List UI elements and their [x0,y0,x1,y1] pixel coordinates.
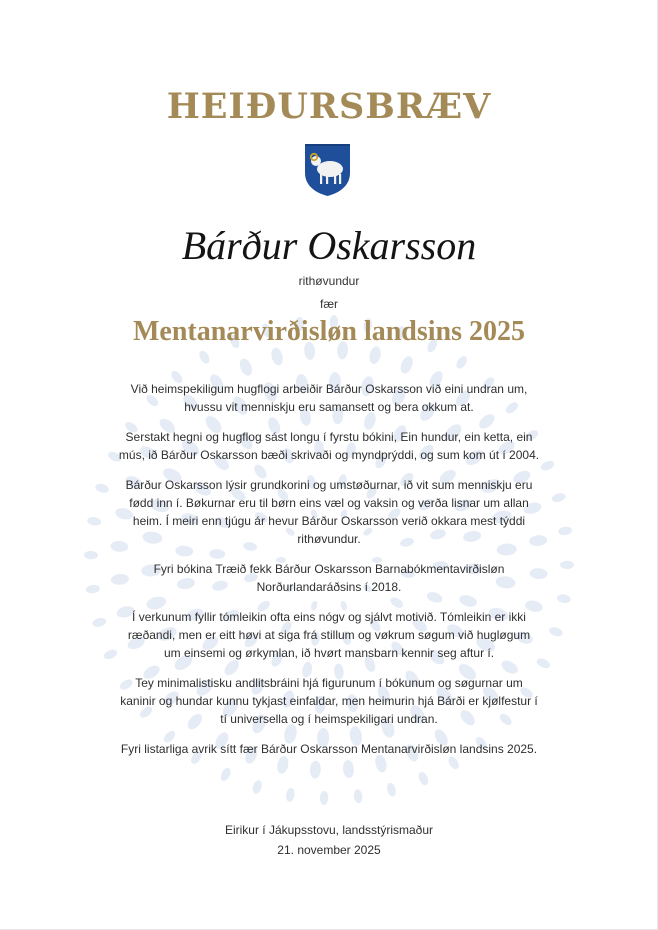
certificate-body [118,380,540,770]
background-dot [551,492,567,504]
signature-block [0,820,658,860]
background-dot [320,791,329,805]
receives-text: fær [320,297,338,311]
background-dot [197,349,211,365]
background-dot [87,516,102,527]
body-paragraph: Bárður Oskarsson lýsir grundkorini og umstøðurnar, ið vit sum menniskju eru fødd inn í. Bøkurnar eru til børn eins væl og vaksin og verða lisnar um allan heim. Í meiri enn tjúgu ár hevur Bárður Oskarsson verið okkara mest týddi rithøvundur. [125,478,533,546]
background-dot [548,626,564,638]
background-dot [102,648,118,661]
body-paragraph: Serstakt hegni og hugflog sást longu í fyrstu bókini, Ein hundur, ein ketta, ein mús, ið Bárður Oskarsson bæði skrivaði og myndprýddi, og sum kom út í 2004. [118,430,540,462]
background-dot [560,561,574,570]
recipient-name: Bárður Oskarsson [181,223,477,268]
background-dot [353,789,363,804]
background-dot [94,482,110,494]
recipient-role: rithøvundur [298,274,360,288]
background-dot [386,782,398,798]
background-dot [454,354,469,370]
coat-of-arms-icon [303,143,352,197]
background-dot [285,787,296,802]
background-dot [556,593,571,604]
body-paragraph: Fyri bókina Træið fekk Bárður Oskarsson Barnabókmentavirðisløn Norðurlandaráðsins í 2018. [153,562,505,594]
body-paragraph: Í verkunum fyllir tómleikin ofta eins nógv og sjálvt motivið. Tómleikin er ikki ræðandi, men er eitt høvi at siga frá stillum og vøkrum søgum við hugløgum um einsemi og ørkymlan, ið hvørt mansbarn kennir seg aftur í. [127,610,531,660]
background-dot [270,346,285,366]
background-dot [237,357,254,378]
signature-date: 21. november 2025 [277,843,381,857]
award-title: Mentanarvirðisløn landsins 2025 [132,316,526,347]
certificate-title: HEIÐURSBRÆV [166,86,492,127]
signer-name: Eirikur í Jákupsstovu, landsstýrismaður [224,823,434,837]
background-dot [84,551,98,560]
background-dot [85,584,100,594]
background-dot [398,355,415,376]
body-paragraph: Tey minimalistisku andlitsbráini hjá figurunum í bókunum og søgurnar um kaninir og hundar kunnu tykjast einfaldar, men heimurin hjá Bárði er kjølfestur í tí universella og í heimspekiligari undran. [120,676,538,726]
background-dot [539,459,555,472]
background-dot [91,617,107,629]
background-dot [251,779,263,795]
background-dot [558,526,573,536]
background-dot [417,770,430,786]
body-paragraph: Við heimspekiligum hugflogi arbeiðir Bárður Oskarsson við eini undran um, hvussu vit menniskju eru samansett og bera okkum at. [130,382,528,414]
background-dot [368,345,382,365]
body-paragraph: Fyri listarliga avrik sítt fær Bárður Oskarsson Mentanarvirðisløn landsins 2025. [120,742,538,756]
